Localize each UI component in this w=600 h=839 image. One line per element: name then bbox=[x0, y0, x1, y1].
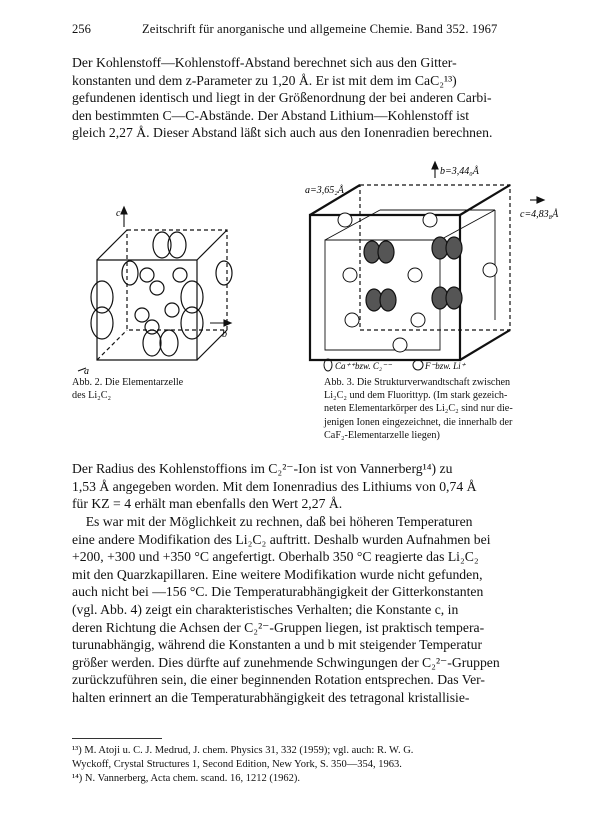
text-line: deren Richtung die Achsen der C₂²⁻-Gruppen liegen, ist praktisch tempera- bbox=[72, 619, 485, 635]
paragraph-2 bbox=[72, 460, 530, 513]
text-line: mit den Quarzkapillaren. Eine weitere Modifikation wurde nicht gefunden, bbox=[72, 566, 483, 582]
legend-ca-label: Ca⁺⁺bzw. C₂⁻⁻ bbox=[335, 361, 392, 371]
lattice-b-label: b=3,44₀Å bbox=[440, 166, 479, 177]
text-line: gleich 2,27 Å. Dieser Abstand läßt sich auch aus den Ionenradien berechnen. bbox=[72, 125, 493, 141]
text-line: für KZ = 4 erhält man ebenfalls den Wert 2,27 Å. bbox=[72, 496, 343, 512]
paragraph-1 bbox=[72, 54, 530, 142]
figure-3-caption bbox=[324, 376, 536, 442]
footnote-line: ¹³) M. Atoji u. C. J. Medrud, J. chem. Physics 31, 332 (1959); vgl. auch: R. W. G. bbox=[72, 745, 414, 756]
paragraph-3 bbox=[72, 513, 530, 707]
caption-line: Abb. 3. Die Strukturverwandtschaft zwischen bbox=[324, 377, 511, 388]
text-line: Es war mit der Möglichkeit zu rechnen, daß bei höheren Temperaturen bbox=[72, 514, 473, 529]
footnote-line: ¹⁴) N. Vannerberg, Acta chem. scand. 16, 1212 (1962). bbox=[72, 773, 301, 785]
footnote-rule bbox=[72, 738, 162, 739]
text-line: zurückzuführen sein, die einer beginnenden Rotation entsprechen. Das Ver- bbox=[72, 672, 485, 688]
caption-line: Li₂C₂ und dem Fluorittyp. (Im stark gezeich- bbox=[324, 390, 508, 402]
text-line: gefundenen identisch und liegt in der Größenordnung der bei anderen Carbi- bbox=[72, 90, 492, 106]
figure-2-caption bbox=[72, 376, 272, 402]
axis-a-label: a bbox=[84, 366, 89, 375]
caption-line: jenigen Ionen eingezeichnet, die innerhalb der bbox=[324, 416, 513, 428]
page-number: 256 bbox=[72, 22, 91, 36]
lattice-c-label: c=4,83₈Å bbox=[520, 209, 559, 220]
text-line: +200, +300 und +350 °C angefertigt. Oberhalb 350 °C reagierte das Li₂C₂ bbox=[72, 549, 479, 565]
legend-f-label: F⁻bzw. Li⁺ bbox=[425, 361, 466, 371]
figure-2-unit-cell bbox=[72, 205, 244, 375]
footnote-line: Wyckoff, Crystal Structures 1, Second Edition, New York, S. 350—354, 1963. bbox=[72, 759, 402, 771]
running-header bbox=[72, 22, 528, 40]
text-line: den bestimmten C—C-Abstände. Der Abstand Lithium—Kohlenstoff ist bbox=[72, 107, 470, 123]
caption-line: CaF₂-Elementarzelle liegen) bbox=[324, 429, 440, 441]
caption-line: Abb. 2. Die Elementarzelle bbox=[72, 377, 184, 388]
text-line: größer werden. Dies dürfte auf zunehmende Schwingungen der C₂²⁻-Gruppen bbox=[72, 654, 500, 670]
text-line: Der Kohlenstoff—Kohlenstoff-Abstand berechnet sich aus den Gitter- bbox=[72, 55, 457, 70]
text-line: Der Radius des Kohlenstoffions im C₂²⁻-Ion ist von Vannerberg¹⁴) zu bbox=[72, 461, 453, 476]
axis-b-label: b bbox=[222, 329, 227, 340]
text-line: eine andere Modifikation des Li₂C₂ auftritt. Deshalb wurden Aufnahmen bei bbox=[72, 531, 491, 547]
journal-title: Zeitschrift für anorganische und allgemeine Chemie. Band 352. 1967 bbox=[142, 22, 498, 36]
text-line: (vgl. Abb. 4) zeigt ein charakteristisches Verhalten; die Konstante c, in bbox=[72, 601, 459, 617]
axis-c-label: c bbox=[116, 208, 121, 219]
legend-circle-icon bbox=[413, 360, 423, 370]
text-line: auch nicht bei —156 °C. Die Temperaturabhängigkeit der Gitterkonstanten bbox=[72, 584, 484, 600]
text-line: halten erinnert an die Temperaturabhängigkeit des tetragonal kristallisie- bbox=[72, 689, 470, 705]
text-line: 1,53 Å angegeben worden. Mit dem Ionenradius des Lithiums von 0,74 Å bbox=[72, 478, 477, 494]
figure-3-structure-relation bbox=[290, 160, 570, 375]
lattice-a-label: a=3,65₂Å bbox=[305, 185, 344, 196]
text-line: konstanten und dem z-Parameter zu 1,20 Å. Er ist mit dem im CaC₂¹³) bbox=[72, 72, 457, 88]
text-line: turunabhängig, während die Konstanten a und b mit steigender Temperatur bbox=[72, 637, 483, 653]
caption-line: des Li₂C₂ bbox=[72, 390, 112, 402]
caption-line: neten Elementarkörper des Li₂C₂ sind nur die- bbox=[324, 403, 513, 415]
footnotes bbox=[72, 744, 532, 787]
